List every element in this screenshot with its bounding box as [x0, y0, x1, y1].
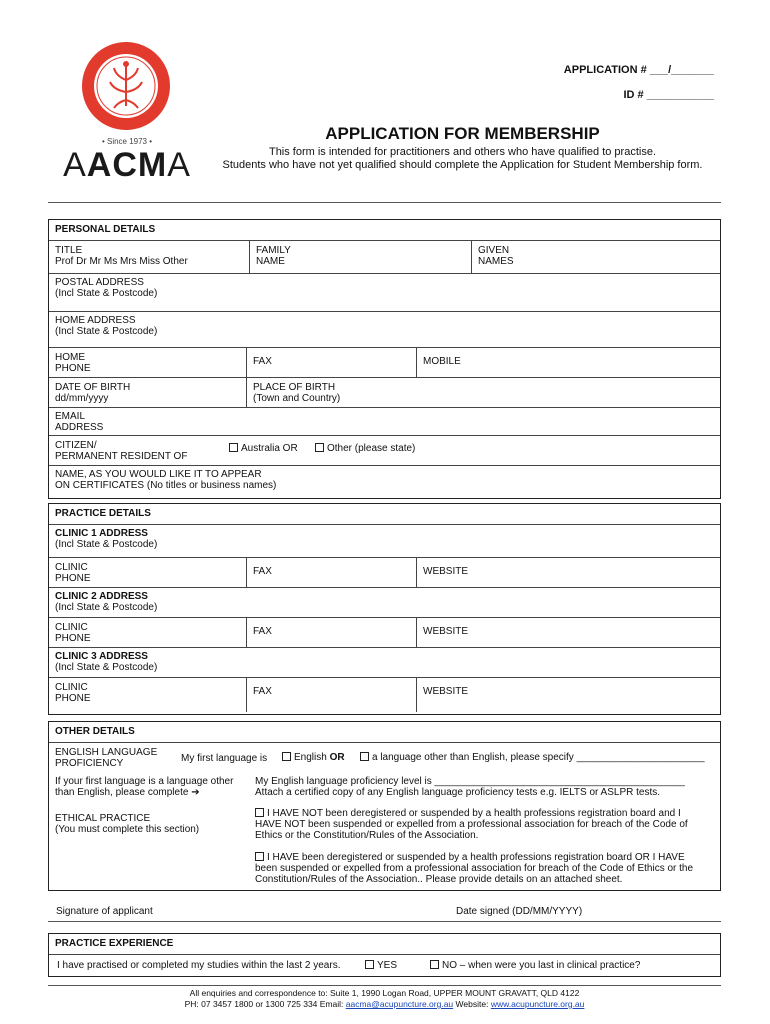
australia-checkbox[interactable] — [229, 443, 238, 452]
practice-details-section — [48, 503, 721, 715]
deregistered-option[interactable]: I HAVE been deregistered or suspended by a health professions registration board OR I HAVE been suspended or expelled from a professional association for breach of the Code of Ethics or the Constitution/Rules of the Association.. Please provide details on an attached sheet. — [255, 852, 694, 885]
clinic-3-address-field[interactable]: CLINIC 3 ADDRESS (Incl State & Postcode) — [49, 647, 720, 677]
place-of-birth-field[interactable]: PLACE OF BIRTH (Town and Country) — [246, 378, 720, 407]
other-language-checkbox[interactable] — [360, 752, 369, 761]
family-name-field[interactable]: FAMILY NAME — [249, 241, 471, 273]
section-heading: PRACTICE EXPERIENCE — [55, 938, 174, 949]
clinic-2-fax-field[interactable]: FAX — [246, 618, 416, 647]
clinic-1-contact-row — [49, 557, 720, 587]
first-language-label: My first language is — [181, 753, 268, 764]
clinic-2-address-field[interactable]: CLINIC 2 ADDRESS (Incl State & Postcode) — [49, 587, 720, 617]
clinic-1-website-field[interactable]: WEBSITE — [416, 558, 720, 587]
clinic-2-website-field[interactable]: WEBSITE — [416, 618, 720, 647]
clinic-1-address-field[interactable]: CLINIC 1 ADDRESS (Incl State & Postcode) — [49, 524, 720, 557]
other-details-body — [49, 742, 720, 890]
clinic-2-phone-field[interactable]: CLINIC PHONE — [55, 622, 91, 644]
citizen-row — [49, 435, 720, 465]
non-english-instruction: If your first language is a language other than English, please complete ➔ — [55, 776, 234, 798]
no-checkbox[interactable] — [430, 960, 439, 969]
mobile-field[interactable]: MOBILE — [416, 348, 720, 377]
title-field[interactable]: TITLE Prof Dr Mr Ms Mrs Miss Other — [55, 245, 188, 267]
other-details-section — [48, 721, 721, 891]
yes-checkbox[interactable] — [365, 960, 374, 969]
personal-details-section — [48, 219, 721, 499]
email-link[interactable]: aacma@acupuncture.org.au — [345, 999, 454, 1009]
section-heading: PERSONAL DETAILS — [55, 224, 156, 235]
given-names-field[interactable]: GIVEN NAMES — [471, 241, 720, 273]
english-option[interactable]: English OR — [282, 752, 345, 763]
english-level-field[interactable]: My English language proficiency level is _____________________________________________ Attach a certified copy of any English language proficiency tests e.g. IELTS or ASLPR tests. — [255, 776, 685, 798]
ethical-practice-label: ETHICAL PRACTICE (You must complete this section) — [55, 813, 200, 835]
intro-text: This form is intended for practitioners and others who have qualified to practise. Students who have not yet qualified should complete the Application for Student Membership form. — [222, 146, 703, 171]
association-seal-icon — [80, 40, 172, 132]
phone-row — [49, 347, 720, 377]
clinic-2-contact-row — [49, 617, 720, 647]
clinic-3-phone-field[interactable]: CLINIC PHONE — [55, 682, 91, 704]
date-of-birth-field[interactable]: DATE OF BIRTH dd/mm/yyyy — [55, 382, 131, 404]
signature-line — [48, 921, 721, 922]
clinic-3-website-field[interactable]: WEBSITE — [416, 678, 720, 712]
since-1973-label: • Since 1973 • — [101, 137, 153, 146]
experience-yes-option[interactable]: YES — [365, 960, 397, 971]
section-heading: OTHER DETAILS — [55, 726, 135, 737]
header-divider — [48, 202, 721, 203]
home-address-field[interactable]: HOME ADDRESS (Incl State & Postcode) — [49, 311, 720, 347]
date-signed-field[interactable]: Date signed (DD/MM/YYYY) — [456, 906, 583, 917]
clinic-3-contact-row — [49, 677, 720, 712]
name-row — [49, 240, 720, 273]
english-proficiency-label: ENGLISH LANGUAGE PROFICIENCY — [55, 747, 158, 769]
section-heading: PRACTICE DETAILS — [55, 508, 151, 519]
birth-row — [49, 377, 720, 407]
experience-no-option[interactable]: NO – when were you last in clinical practice? — [430, 960, 640, 971]
other-country-checkbox[interactable] — [315, 443, 324, 452]
footer-contact: All enquiries and correspondence to: Suite 1, 1990 Logan Road, UPPER MOUNT GRAVATT, QLD 4122 PH: 07 3457 1800 or 1300 725 334 Email: aacma@acupuncture.org.au Website: www.acupuncture.org.au — [184, 988, 585, 1009]
page-title: APPLICATION FOR MEMBERSHIP — [325, 124, 600, 143]
certificate-name-field[interactable]: NAME, AS YOU WOULD LIKE IT TO APPEAR ON CERTIFICATES (No titles or business names) — [49, 465, 720, 498]
clinic-1-phone-field[interactable]: CLINIC PHONE — [55, 562, 91, 584]
clinic-3-fax-field[interactable]: FAX — [246, 678, 416, 712]
postal-address-field[interactable]: POSTAL ADDRESS (Incl State & Postcode) — [49, 273, 720, 311]
home-phone-field[interactable]: HOME PHONE — [55, 352, 91, 374]
other-language-option[interactable]: a language other than English, please specify _______________________ — [360, 752, 705, 763]
email-field[interactable]: EMAIL ADDRESS — [49, 407, 720, 435]
fax-field[interactable]: FAX — [246, 348, 416, 377]
citizen-label: CITIZEN/ PERMANENT RESIDENT OF — [55, 440, 188, 462]
other-country-option[interactable]: Other (please state) — [315, 443, 415, 454]
not-deregistered-checkbox[interactable] — [255, 808, 264, 817]
id-number-field[interactable]: ID # ___________ — [623, 89, 714, 101]
deregistered-checkbox[interactable] — [255, 852, 264, 861]
clinic-1-fax-field[interactable]: FAX — [246, 558, 416, 587]
experience-row — [49, 954, 720, 976]
not-deregistered-option[interactable]: I HAVE NOT been deregistered or suspended by a health professions registration board and I HAVE NOT been suspended or expelled from a professional association for breach of the Code of Ethics or the Constitution/Rules of the Association. — [255, 808, 688, 841]
experience-question: I have practised or completed my studies within the last 2 years. — [57, 960, 341, 971]
footer-divider — [48, 985, 721, 986]
english-checkbox[interactable] — [282, 752, 291, 761]
australia-option[interactable]: Australia OR — [229, 443, 298, 454]
website-link[interactable]: www.acupuncture.org.au — [490, 999, 585, 1009]
signature-field[interactable]: Signature of applicant — [56, 906, 153, 917]
application-number-field[interactable]: APPLICATION # ___/_______ — [563, 64, 714, 76]
practice-experience-section — [48, 933, 721, 977]
aacma-wordmark: AACMA — [63, 146, 191, 184]
